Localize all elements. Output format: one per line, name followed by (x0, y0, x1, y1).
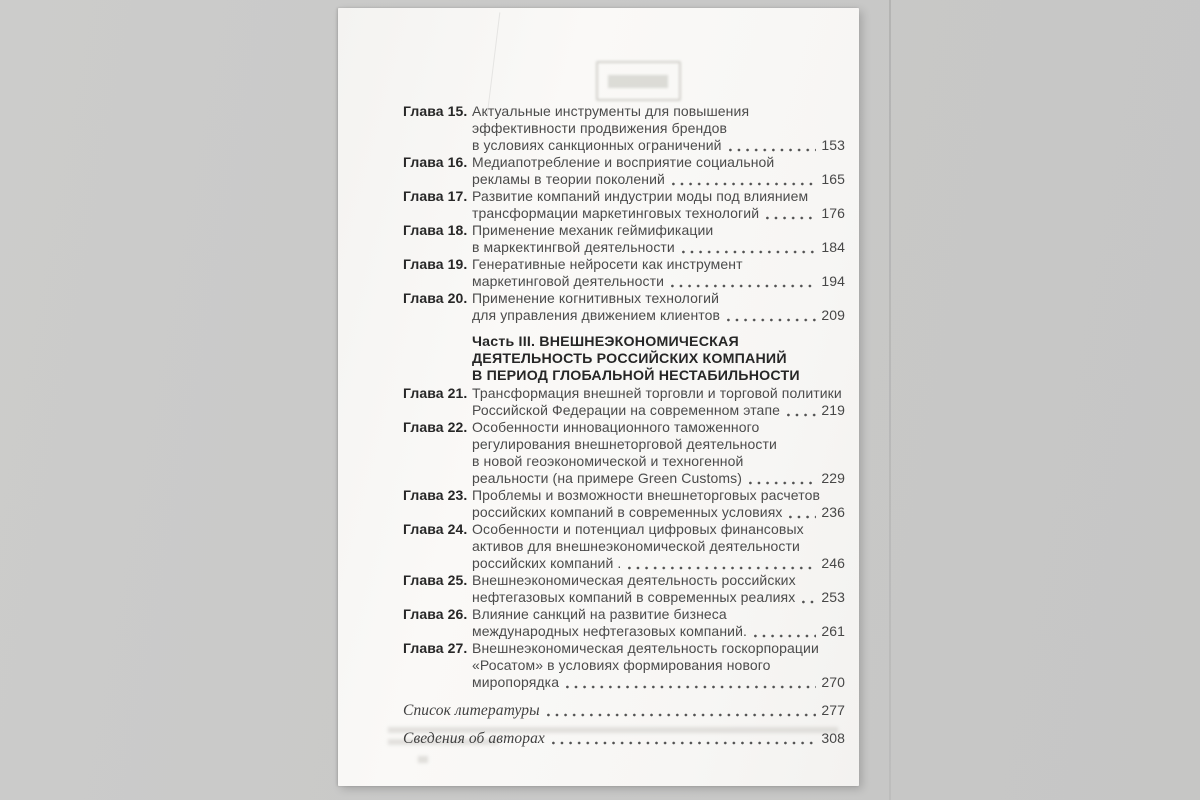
toc-entry (403, 521, 845, 572)
chapter-title-line (472, 273, 845, 290)
chapter-title-text: миропорядка (472, 674, 560, 690)
chapter-title (472, 290, 845, 324)
chapter-title-text: рекламы в теории поколений (472, 171, 665, 187)
toc-part2-entries (403, 385, 845, 691)
dot-leader (727, 318, 816, 322)
chapter-title-line (472, 674, 845, 691)
chapter-title-line: Трансформация внешней торговли и торговой политики (472, 385, 842, 401)
chapter-label: Глава 22. (403, 419, 468, 435)
back-matter-title: Список литературы (403, 702, 540, 719)
toc-part1-entries (403, 103, 845, 324)
bleed-through-artifact (418, 756, 428, 763)
toc-entry (403, 640, 845, 691)
book-cover-seam (889, 0, 891, 800)
chapter-title (472, 154, 845, 188)
chapter-label: Глава 19. (403, 256, 468, 272)
page-number: 270 (821, 674, 845, 690)
dot-leader (754, 634, 816, 638)
page-number: 209 (821, 307, 845, 323)
toc-entry (403, 103, 845, 154)
dot-leader (789, 515, 816, 519)
chapter-label: Глава 16. (403, 154, 468, 170)
dot-leader (552, 741, 816, 745)
chapter-title-line: Внешнеэкономическая деятельность госкорпорации (472, 640, 819, 656)
chapter-title-text: российских компаний в современных условиях (472, 504, 783, 520)
part-heading-line: В ПЕРИОД ГЛОБАЛЬНОЙ НЕСТАБИЛЬНОСТИ (472, 368, 800, 384)
page-number: 253 (821, 589, 845, 605)
chapter-label: Глава 24. (403, 521, 468, 537)
chapter-title-line: в новой геоэкономической и техногенной (472, 453, 744, 469)
chapter-title-line (472, 205, 845, 222)
chapter-title-line (472, 470, 845, 487)
chapter-title (472, 521, 845, 572)
dot-leader (802, 600, 816, 604)
part-heading (472, 334, 845, 385)
chapter-title-text: маркетинговой деятельности (472, 273, 665, 289)
chapter-title-text: для управления движением клиентов (472, 307, 721, 323)
page-number: 219 (821, 402, 845, 418)
chapter-title (472, 487, 845, 521)
chapter-title (472, 572, 845, 606)
part-heading-line: ДЕЯТЕЛЬНОСТЬ РОССИЙСКИХ КОМПАНИЙ (472, 351, 787, 367)
toc-entry (403, 154, 845, 188)
bleed-through-artifact (596, 61, 681, 101)
chapter-title-line (472, 137, 845, 154)
chapter-title-line: эффективности продвижения брендов (472, 120, 728, 136)
chapter-label: Глава 17. (403, 188, 468, 204)
toc-entry (403, 419, 845, 487)
dot-leader (547, 713, 817, 717)
page-number: 184 (821, 239, 845, 255)
chapter-title (472, 640, 845, 691)
chapter-title-line (472, 239, 845, 256)
chapter-label: Глава 27. (403, 640, 468, 656)
toc-entry (403, 572, 845, 606)
chapter-title-text: в условиях санкционных ограничений (472, 137, 722, 153)
chapter-title (472, 385, 845, 419)
chapter-title-line (472, 307, 845, 324)
chapter-title (472, 103, 845, 154)
chapter-title-line (472, 504, 845, 521)
chapter-title-line (472, 589, 845, 606)
toc-entry (403, 222, 845, 256)
chapter-title-text: трансформации маркетинговых технологий (472, 205, 760, 221)
chapter-title-line (472, 171, 845, 188)
toc-entry (403, 290, 845, 324)
chapter-label: Глава 20. (403, 290, 468, 306)
page-number: 308 (821, 730, 845, 746)
toc-back-matter (403, 702, 845, 747)
toc-entry (403, 256, 845, 290)
page-number: 246 (821, 555, 845, 571)
chapter-title-text: международных нефтегазовых компаний. (472, 623, 747, 639)
chapter-title-line: Особенности инновационного таможенного (472, 419, 760, 435)
dot-leader (628, 566, 816, 570)
toc-entry (403, 385, 845, 419)
chapter-label: Глава 25. (403, 572, 468, 588)
dot-leader (682, 250, 816, 254)
chapter-title-line: Проблемы и возможности внешнеторговых расчетов (472, 487, 821, 503)
chapter-title-text: в маркектингвой деятельности (472, 239, 675, 255)
chapter-title (472, 222, 845, 256)
book-page (338, 8, 859, 786)
back-matter-title: Сведения об авторах (403, 730, 545, 747)
toc-entry (403, 487, 845, 521)
page-number: 229 (821, 470, 845, 486)
table-of-contents (403, 103, 845, 747)
chapter-title (472, 256, 845, 290)
chapter-title-line: Медиапотребление и восприятие социальной (472, 154, 775, 170)
chapter-title-line: Применение механик геймификации (472, 222, 714, 238)
chapter-title-line: Актуальные инструменты для повышения (472, 103, 750, 119)
chapter-title (472, 188, 845, 222)
back-matter-entry (403, 702, 845, 719)
bleed-through-artifact (608, 75, 668, 88)
chapter-title (472, 606, 845, 640)
chapter-title-text: Российской Федерации на современном этапе (472, 402, 781, 418)
chapter-title-text: реальности (на примере Green Customs) (472, 470, 742, 486)
dot-leader (787, 413, 816, 417)
chapter-label: Глава 21. (403, 385, 468, 401)
chapter-title-line: Развитие компаний индустрии моды под влиянием (472, 188, 809, 204)
chapter-title-line: Влияние санкций на развитие бизнеса (472, 606, 727, 622)
page-number: 194 (821, 273, 845, 289)
part-heading-line: Часть III. ВНЕШНЕЭКОНОМИЧЕСКАЯ (472, 334, 739, 350)
chapter-title-line (472, 623, 845, 640)
chapter-label: Глава 18. (403, 222, 468, 238)
page-number: 261 (821, 623, 845, 639)
dot-leader (566, 685, 816, 689)
chapter-title-text: российских компаний . (472, 555, 622, 571)
dot-leader (766, 216, 816, 220)
page-number: 176 (821, 205, 845, 221)
page-number: 153 (821, 137, 845, 153)
chapter-title-line: Применение когнитивных технологий (472, 290, 720, 306)
toc-entry (403, 606, 845, 640)
back-matter-entry (403, 730, 845, 747)
dot-leader (749, 481, 816, 485)
chapter-title-line: Внешнеэкономическая деятельность российских (472, 572, 796, 588)
chapter-title-line (472, 402, 845, 419)
chapter-label: Глава 26. (403, 606, 468, 622)
toc-entry (403, 188, 845, 222)
chapter-title-line (472, 555, 845, 572)
page-number: 165 (821, 171, 845, 187)
dot-leader (672, 182, 816, 186)
chapter-label: Глава 23. (403, 487, 468, 503)
page-crease (487, 12, 501, 115)
dot-leader (729, 148, 817, 152)
chapter-title-line: активов для внешнеэкономической деятельности (472, 538, 800, 554)
page-number: 277 (821, 702, 845, 718)
chapter-title-line: Генеративные нейросети как инструмент (472, 256, 743, 272)
chapter-title (472, 419, 845, 487)
page-number: 236 (821, 504, 845, 520)
chapter-title-line: «Росатом» в условиях формирования нового (472, 657, 771, 673)
chapter-title-line: регулирования внешнеторговой деятельности (472, 436, 777, 452)
chapter-title-text: нефтегазовых компаний в современных реалиях (472, 589, 796, 605)
chapter-title-line: Особенности и потенциал цифровых финансовых (472, 521, 804, 537)
chapter-label: Глава 15. (403, 103, 468, 119)
dot-leader (671, 284, 816, 288)
